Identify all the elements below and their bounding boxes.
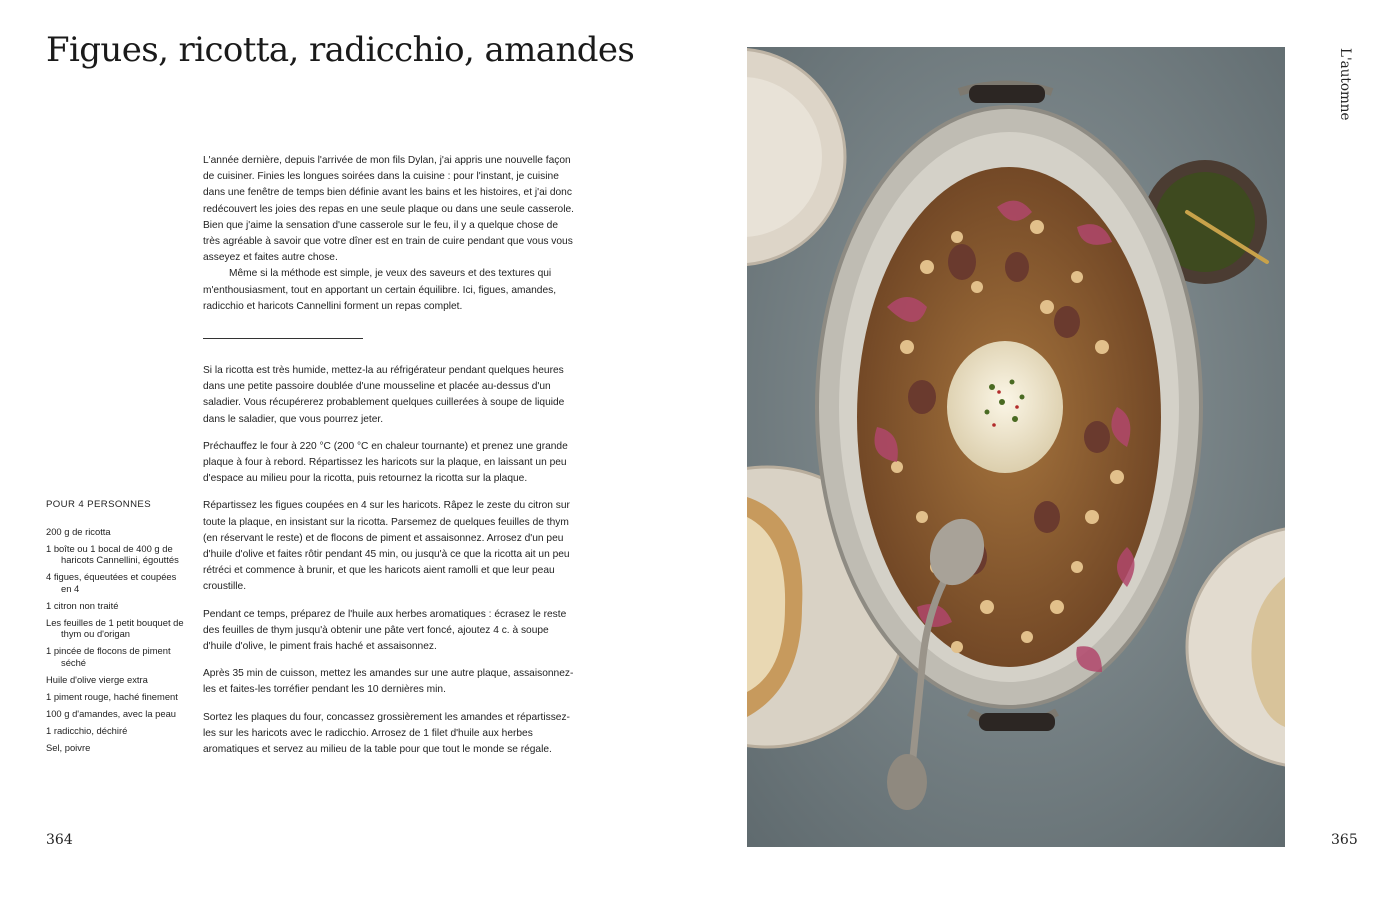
- ingredient-item: 1 radicchio, déchiré: [46, 724, 128, 736]
- ingredient-item: Huile d'olive vierge extra: [46, 673, 148, 685]
- method-step: Sortez les plaques du four, concassez grossièrement les amandes et répartissez-les sur les haricots avec le radicchio. Arrosez de 1 filet d'huile aux herbes aromatiques et servez au milieu de la table pour que tout le monde se régale.: [203, 711, 570, 756]
- pan-handle-grip-bottom: [979, 713, 1055, 731]
- ricotta-mound: [947, 341, 1063, 473]
- method-step: Répartissez les figues coupées en 4 sur les haricots. Râpez le zeste du citron sur toute la plaque, en insistant sur la ricotta. Parsemez de quelques feuilles de thym (en réservant le reste) et de flocons de piment et assaisonnez. Arrosez d'un peu d'huile d'olive et faites rôtir pendant 45 min, ou jusqu'à ce que la ricotta ait un peu rétréci et commence à brunir, et que les haricots aient ramolli et que leur peau croustille.: [203, 500, 570, 593]
- ingredient-item: 4 figues, équeutées et coupées en 4: [46, 571, 177, 594]
- intro-paragraph: L'année dernière, depuis l'arrivée de mon fils Dylan, j'ai appris une nouvelle façon de cuisiner. Finies les longues soirées dans la cuisine : pour l'instant, je cuisine dans une fenêtre de temps bien définie avant les bains et les histoires, et j'ai donc redécouvert les joies des repas en une seule plaque ou dans une seule casserole. Bien que j'aime la sensation d'une casserole sur le feu, il y a quelque chose de très agréable à savoir que votre dîner est en train de cuire pendant que vous vous asseyez et faites autre chose.: [203, 155, 574, 264]
- method-step: Après 35 min de cuisson, mettez les amandes sur une autre plaque, assaisonnez-les et faites-les torréfier pendant les 10 dernières min.: [203, 668, 574, 696]
- dish-illustration: [747, 47, 1285, 847]
- recipe-title: Figues, ricotta, radicchio, amandes: [46, 30, 635, 70]
- ingredient-item: Sel, poivre: [46, 741, 91, 753]
- serving-spoon-end: [887, 754, 927, 810]
- intro-paragraph: Même si la méthode est simple, je veux des saveurs et des textures qui m'enthousiasment, tout en apportant un certain équilibre. Ici, figues, amandes, radicchio et haricots Cannellini forment un repas complet.: [203, 268, 557, 312]
- ingredient-item: 100 g d'amandes, avec la peau: [46, 707, 177, 719]
- method-steps: [203, 363, 575, 769]
- dish-photo: [747, 47, 1285, 847]
- ingredient-item: Les feuilles de 1 petit bouquet de thym ou d'origan: [46, 616, 184, 639]
- ingredients-block: [46, 499, 186, 759]
- servings-heading: POUR 4 PERSONNES: [46, 499, 152, 510]
- ingredients-list: [46, 526, 186, 754]
- page-number-right: 365: [1331, 832, 1358, 848]
- section-label: L'automne: [1337, 48, 1353, 121]
- method-step: Si la ricotta est très humide, mettez-la au réfrigérateur pendant quelques heures dans une petite passoire doublée d'une mousseline et placée au-dessus d'un saladier. Vous récupérerez probablement quelques cuillerées à soupe de liquide dans le saladier, que vous pourrez jeter.: [203, 365, 565, 425]
- ingredient-item: 1 piment rouge, haché finement: [46, 690, 178, 702]
- section-divider: [203, 338, 363, 339]
- method-step: Pendant ce temps, préparez de l'huile aux herbes aromatiques : écrasez le reste des feuilles de thym jusqu'à obtenir une pâte vert foncé, ajoutez 4 c. à soupe d'huile d'olive, le piment frais haché et assaisonnez.: [203, 608, 567, 653]
- ingredient-item: 1 boîte ou 1 bocal de 400 g de haricots Cannellini, égouttés: [46, 542, 179, 565]
- pan-handle-grip-top: [969, 85, 1045, 103]
- method-step: Préchauffez le four à 220 °C (200 °C en chaleur tournante) et prenez une grande plaque à four à rebord. Répartissez les haricots sur la plaque, en laissant un peu d'espace au milieu pour la ricotta, puis retournez la ricotta sur la plaque.: [203, 440, 568, 485]
- ingredient-item: 1 citron non traité: [46, 599, 119, 611]
- page-number-left: 364: [46, 832, 73, 848]
- ingredient-item: 200 g de ricotta: [46, 525, 111, 537]
- ingredient-item: 1 pincée de flocons de piment séché: [46, 645, 171, 668]
- intro-text: [203, 153, 575, 315]
